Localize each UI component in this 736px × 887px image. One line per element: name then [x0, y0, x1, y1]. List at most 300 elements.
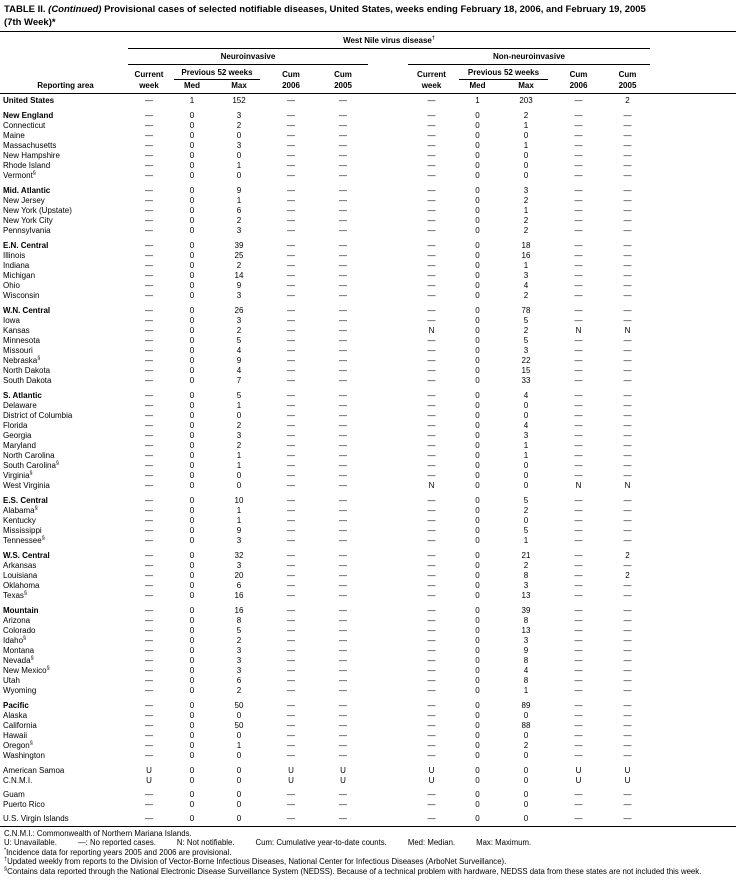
- cell-non-max: 1: [523, 121, 529, 130]
- cell-non-med: 0: [475, 346, 480, 355]
- cell-neuro-cum2006: —: [287, 271, 295, 280]
- cell-non-cum2005: —: [623, 306, 632, 315]
- cell-non-cum2006: —: [574, 606, 583, 615]
- table-row: [0, 376, 736, 386]
- cell-non-cum2005: —: [623, 161, 632, 170]
- cell-neuro-max: 3: [236, 226, 242, 235]
- cell-non-current-week: —: [427, 526, 436, 535]
- cell-non-current-week: U: [428, 776, 435, 785]
- table-row: [0, 776, 736, 786]
- row-area-label: Florida: [3, 421, 28, 430]
- cell-neuro-med: 0: [189, 766, 195, 775]
- cell-neuro-max: 50: [234, 701, 244, 710]
- cell-neuro-med: 0: [189, 346, 195, 355]
- table-row: [0, 441, 736, 451]
- cell-non-cum2006: N: [575, 326, 582, 335]
- cell-neuro-cum2005: —: [339, 196, 347, 205]
- cell-non-cum2005: —: [623, 346, 632, 355]
- cell-neuro-cum2005: —: [339, 741, 347, 750]
- cell-neuro-med: 0: [189, 701, 195, 710]
- cell-non-max: 13: [521, 591, 531, 600]
- cell-non-current-week: —: [427, 96, 436, 105]
- cell-neuro-med: 0: [189, 241, 195, 250]
- cell-neuro-med: 0: [189, 471, 195, 480]
- cell-neuro-cum2005: —: [339, 561, 347, 570]
- cell-non-cum2006: —: [574, 526, 583, 535]
- footnote-dagger: †Updated weekly from reports to the Division of Vector-Borne Infectious Diseases, National Center for Infectious Diseases (ArboNet Surveillance).: [4, 856, 507, 867]
- cell-non-cum2006: —: [574, 790, 583, 799]
- cell-neuro-current-week: —: [145, 506, 153, 515]
- cell-non-cum2005: —: [623, 281, 632, 290]
- cell-non-med: 0: [475, 411, 480, 420]
- cell-neuro-max: 0: [236, 151, 242, 160]
- subheader-row-1: [0, 68, 736, 80]
- row-area-label: Hawaii: [3, 731, 28, 740]
- cell-neuro-max: 16: [234, 606, 244, 615]
- cell-non-current-week: —: [427, 790, 436, 799]
- table-row: [0, 496, 736, 506]
- table-row: [0, 281, 736, 291]
- cell-non-cum2005: —: [623, 366, 632, 375]
- cell-non-cum2006: N: [575, 481, 582, 490]
- cell-neuro-cum2006: —: [287, 676, 295, 685]
- cell-non-max: 4: [523, 391, 529, 400]
- cell-neuro-current-week: —: [145, 401, 153, 410]
- cell-non-cum2006: —: [574, 686, 583, 695]
- table-row: [0, 401, 736, 411]
- table-row: [0, 516, 736, 526]
- cell-non-cum2006: —: [574, 701, 583, 710]
- cell-non-cum2006: —: [574, 506, 583, 515]
- cell-non-med: 0: [475, 591, 480, 600]
- cell-neuro-cum2005: —: [339, 316, 347, 325]
- cell-neuro-max: 1: [236, 741, 242, 750]
- table-row: [0, 391, 736, 401]
- cell-non-cum2005: —: [623, 401, 632, 410]
- cell-non-cum2006: —: [574, 441, 583, 450]
- cell-non-cum2006: —: [574, 561, 583, 570]
- cell-neuro-cum2005: —: [339, 626, 347, 635]
- row-area-label: Maine: [3, 131, 25, 140]
- cell-non-max: 5: [523, 526, 529, 535]
- cell-neuro-cum2006: —: [287, 606, 295, 615]
- cell-neuro-med: 0: [189, 111, 195, 120]
- cell-non-cum2006: —: [574, 356, 583, 365]
- table-row: [0, 571, 736, 581]
- row-area-label: Connecticut: [3, 121, 46, 130]
- cell-non-cum2006: U: [575, 766, 582, 775]
- cell-non-cum2006: —: [574, 151, 583, 160]
- cell-neuro-cum2005: —: [339, 591, 347, 600]
- cell-non-cum2006: —: [574, 206, 583, 215]
- cell-neuro-current-week: —: [145, 121, 153, 130]
- cell-non-cum2006: —: [574, 516, 583, 525]
- cell-neuro-current-week: —: [145, 281, 153, 290]
- row-area-label: Nevada§: [3, 655, 34, 665]
- cell-non-med: 0: [475, 141, 480, 150]
- cell-non-cum2005: —: [623, 626, 632, 635]
- cell-neuro-max: 32: [234, 551, 244, 560]
- cell-neuro-cum2006: —: [287, 686, 295, 695]
- cell-neuro-cum2005: —: [339, 336, 347, 345]
- cell-non-med: 0: [475, 196, 480, 205]
- row-area-label: Wyoming: [3, 686, 37, 695]
- cell-neuro-current-week: —: [145, 551, 153, 560]
- cell-non-cum2005: —: [623, 441, 632, 450]
- cell-neuro-current-week: —: [145, 481, 153, 490]
- cell-neuro-max: 2: [236, 421, 242, 430]
- cell-non-cum2006: —: [574, 186, 583, 195]
- row-area-label: American Samoa: [3, 766, 65, 775]
- cell-non-max: 3: [523, 581, 529, 590]
- cell-non-current-week: —: [427, 441, 436, 450]
- subheader-row-2: Reporting area week Med Max 2006 2005 week Med Max 2006 2005: [0, 81, 736, 91]
- cell-neuro-med: 0: [189, 171, 195, 180]
- cell-neuro-max: 0: [236, 776, 242, 785]
- row-area-label: New York City: [3, 216, 53, 225]
- cell-neuro-max: 8: [236, 616, 242, 625]
- cell-non-max: 0: [523, 131, 529, 140]
- cell-neuro-cum2005: —: [339, 346, 347, 355]
- cell-neuro-med: 0: [189, 676, 195, 685]
- row-area-label: New Jersey: [3, 196, 45, 205]
- cell-non-cum2005: —: [623, 336, 632, 345]
- cell-neuro-cum2006: —: [287, 346, 295, 355]
- cell-non-med: 0: [475, 561, 480, 570]
- cell-non-cum2005: —: [623, 431, 632, 440]
- cell-neuro-current-week: —: [145, 171, 153, 180]
- table-row: [0, 581, 736, 591]
- cell-neuro-max: 2: [236, 261, 242, 270]
- cell-neuro-cum2006: —: [287, 516, 295, 525]
- table-row: [0, 196, 736, 206]
- cell-non-med: 0: [475, 676, 480, 685]
- cell-neuro-max: 4: [236, 366, 242, 375]
- table-row: [0, 536, 736, 546]
- cell-non-med: 0: [475, 571, 480, 580]
- cell-neuro-med: 0: [189, 226, 195, 235]
- cell-neuro-cum2005: —: [339, 686, 347, 695]
- table-row: [0, 411, 736, 421]
- cell-non-current-week: —: [427, 141, 436, 150]
- cell-neuro-current-week: —: [145, 356, 153, 365]
- row-area-label: Mid. Atlantic: [3, 186, 51, 195]
- cell-neuro-med: 0: [189, 711, 195, 720]
- cell-non-cum2005: —: [623, 141, 632, 150]
- cell-non-max: 3: [523, 271, 529, 280]
- cell-neuro-max: 1: [236, 451, 242, 460]
- cell-non-cum2005: —: [623, 800, 632, 809]
- row-area-label: Georgia: [3, 431, 32, 440]
- cell-neuro-cum2005: —: [339, 141, 347, 150]
- cell-neuro-cum2005: —: [339, 391, 347, 400]
- cell-non-med: 0: [475, 306, 480, 315]
- cell-neuro-cum2006: —: [287, 411, 295, 420]
- cell-non-cum2005: —: [623, 751, 632, 760]
- cell-neuro-cum2005: —: [339, 471, 347, 480]
- cell-neuro-max: 6: [236, 206, 242, 215]
- cell-non-med: 0: [475, 701, 480, 710]
- table-title: [0, 0, 736, 29]
- cell-neuro-max: 10: [234, 496, 244, 505]
- cell-neuro-current-week: —: [145, 326, 153, 335]
- cell-non-med: 0: [475, 646, 480, 655]
- cell-neuro-cum2006: —: [287, 261, 295, 270]
- cell-neuro-current-week: —: [145, 571, 153, 580]
- cell-non-med: 0: [475, 161, 480, 170]
- cell-non-med: 0: [475, 790, 480, 799]
- row-area-label: Mississippi: [3, 526, 42, 535]
- cell-neuro-med: 0: [189, 626, 195, 635]
- cell-non-current-week: —: [427, 536, 436, 545]
- cell-non-med: 0: [475, 686, 480, 695]
- cell-non-med: 0: [475, 391, 480, 400]
- cell-non-max: 1: [523, 686, 529, 695]
- row-area-label: W.S. Central: [3, 551, 50, 560]
- cell-neuro-cum2005: —: [339, 496, 347, 505]
- cell-non-max: 39: [521, 606, 531, 615]
- cell-non-cum2005: —: [623, 196, 632, 205]
- row-area-label: North Dakota: [3, 366, 51, 375]
- cell-non-med: 0: [475, 741, 480, 750]
- cell-non-current-week: —: [427, 686, 436, 695]
- cell-neuro-max: 1: [236, 506, 242, 515]
- cell-non-cum2006: —: [574, 336, 583, 345]
- cell-neuro-current-week: —: [145, 711, 153, 720]
- cell-neuro-max: 9: [236, 186, 242, 195]
- cell-non-cum2006: —: [574, 241, 583, 250]
- cell-neuro-current-week: —: [145, 271, 153, 280]
- cell-neuro-current-week: —: [145, 646, 153, 655]
- row-area-label: Vermont§: [3, 170, 36, 180]
- cell-neuro-med: 0: [189, 814, 195, 823]
- cell-neuro-cum2006: U: [288, 776, 294, 785]
- table-row: [0, 216, 736, 226]
- cell-neuro-cum2005: —: [339, 581, 347, 590]
- cell-neuro-max: 0: [236, 171, 242, 180]
- cell-non-med: 0: [475, 656, 480, 665]
- cell-non-max: 89: [521, 701, 531, 710]
- cell-neuro-med: 0: [189, 421, 195, 430]
- cell-non-current-week: —: [427, 814, 436, 823]
- cell-non-cum2005: N: [624, 326, 631, 335]
- cell-neuro-current-week: —: [145, 526, 153, 535]
- cell-neuro-med: 0: [189, 336, 195, 345]
- cell-non-cum2005: 2: [625, 551, 630, 560]
- table-row: [0, 171, 736, 181]
- row-area-label: Virginia§: [3, 470, 33, 480]
- cell-neuro-current-week: —: [145, 316, 153, 325]
- cell-neuro-cum2005: —: [339, 666, 347, 675]
- cell-non-current-week: —: [427, 161, 436, 170]
- cell-non-current-week: —: [427, 401, 436, 410]
- cell-neuro-cum2005: —: [339, 411, 347, 420]
- cell-non-med: 0: [475, 111, 480, 120]
- cell-neuro-cum2005: —: [339, 751, 347, 760]
- cell-neuro-cum2006: —: [287, 306, 295, 315]
- cell-neuro-cum2006: —: [287, 536, 295, 545]
- table-row: [0, 356, 736, 366]
- cell-neuro-cum2006: —: [287, 366, 295, 375]
- cell-non-max: 0: [523, 731, 529, 740]
- cell-neuro-cum2005: —: [339, 721, 347, 730]
- cell-neuro-current-week: —: [145, 626, 153, 635]
- col-cum2005-neuro: Cum: [334, 70, 352, 79]
- footnote-definitions: U: Unavailable. —: No reported cases. N: Not notifiable. Cum: Cumulative year-to-date counts. Med: Median. Max: Maximum.: [4, 838, 532, 848]
- cell-neuro-cum2006: —: [287, 336, 295, 345]
- cell-neuro-med: 0: [189, 496, 195, 505]
- cell-neuro-med: 0: [189, 731, 195, 740]
- cell-neuro-cum2006: —: [287, 800, 295, 809]
- cell-non-med: 0: [475, 431, 480, 440]
- cell-neuro-cum2005: —: [339, 536, 347, 545]
- cell-neuro-max: 0: [236, 411, 242, 420]
- cell-neuro-current-week: —: [145, 496, 153, 505]
- row-area-label: Arkansas: [3, 561, 37, 570]
- cell-non-cum2006: —: [574, 131, 583, 140]
- cell-non-max: 3: [523, 636, 529, 645]
- cell-non-current-week: —: [427, 431, 436, 440]
- cell-non-max: 2: [523, 326, 529, 335]
- cell-neuro-max: 0: [236, 131, 242, 140]
- cell-neuro-med: 0: [189, 581, 195, 590]
- cell-neuro-current-week: —: [145, 391, 153, 400]
- cell-neuro-med: 0: [189, 591, 195, 600]
- cell-non-med: 0: [475, 776, 480, 785]
- cell-neuro-cum2005: —: [339, 701, 347, 710]
- cell-non-med: 0: [475, 171, 480, 180]
- cell-non-max: 2: [523, 216, 529, 225]
- cell-non-cum2006: —: [574, 226, 583, 235]
- cell-non-current-week: —: [427, 336, 436, 345]
- cell-neuro-cum2006: —: [287, 591, 295, 600]
- cell-non-max: 88: [521, 721, 531, 730]
- cell-non-cum2005: —: [623, 561, 632, 570]
- cell-non-cum2006: —: [574, 111, 583, 120]
- row-area-label: North Carolina: [3, 451, 55, 460]
- cell-non-max: 2: [523, 196, 529, 205]
- cell-neuro-current-week: —: [145, 141, 153, 150]
- cell-neuro-current-week: —: [145, 196, 153, 205]
- cell-neuro-cum2005: —: [339, 216, 347, 225]
- cell-neuro-max: 1: [236, 401, 242, 410]
- cell-non-max: 0: [523, 790, 529, 799]
- cell-neuro-current-week: —: [145, 800, 153, 809]
- cell-non-cum2005: —: [623, 471, 632, 480]
- cell-neuro-cum2005: —: [339, 441, 347, 450]
- cell-neuro-med: 0: [189, 441, 195, 450]
- table-row: [0, 421, 736, 431]
- cell-non-current-week: —: [427, 666, 436, 675]
- cell-non-cum2005: —: [623, 171, 632, 180]
- cell-non-cum2005: —: [623, 721, 632, 730]
- cell-neuro-cum2006: —: [287, 731, 295, 740]
- cell-neuro-cum2005: —: [339, 291, 347, 300]
- cell-non-max: 33: [521, 376, 531, 385]
- cell-neuro-max: 3: [236, 536, 242, 545]
- cell-neuro-current-week: —: [145, 336, 153, 345]
- cell-non-cum2006: —: [574, 471, 583, 480]
- cell-neuro-med: 0: [189, 206, 195, 215]
- cell-neuro-med: 0: [189, 751, 195, 760]
- row-area-label: New Mexico§: [3, 665, 50, 675]
- cell-neuro-cum2005: —: [339, 111, 347, 120]
- cell-non-cum2005: —: [623, 111, 632, 120]
- cell-neuro-max: 0: [236, 711, 242, 720]
- cell-neuro-cum2006: —: [287, 251, 295, 260]
- table-row: [0, 161, 736, 171]
- cell-neuro-max: 6: [236, 581, 242, 590]
- cell-neuro-med: 0: [189, 506, 195, 515]
- cell-non-cum2006: —: [574, 271, 583, 280]
- cell-non-max: 2: [523, 291, 529, 300]
- row-area-label: Nebraska§: [3, 355, 41, 365]
- row-area-label: Oregon§: [3, 740, 33, 750]
- cell-non-max: 18: [521, 241, 531, 250]
- cell-neuro-current-week: —: [145, 306, 153, 315]
- cell-neuro-cum2006: —: [287, 626, 295, 635]
- cell-non-current-week: —: [427, 111, 436, 120]
- cell-non-med: 0: [475, 291, 480, 300]
- cell-neuro-max: 3: [236, 666, 242, 675]
- cell-neuro-cum2006: —: [287, 196, 295, 205]
- cell-neuro-med: 0: [189, 431, 195, 440]
- cell-non-med: 1: [475, 96, 480, 105]
- cell-neuro-max: 3: [236, 316, 242, 325]
- cell-non-max: 0: [523, 151, 529, 160]
- cell-non-cum2006: —: [574, 616, 583, 625]
- cell-neuro-med: 0: [189, 461, 195, 470]
- cell-neuro-current-week: —: [145, 151, 153, 160]
- row-area-label: Iowa: [3, 316, 20, 325]
- row-area-label: California: [3, 721, 37, 730]
- row-area-label: Kentucky: [3, 516, 36, 525]
- table-row: [0, 676, 736, 686]
- table-title-line1: [4, 4, 732, 17]
- cell-neuro-cum2005: —: [339, 421, 347, 430]
- cell-non-current-week: —: [427, 196, 436, 205]
- cell-non-cum2005: —: [623, 131, 632, 140]
- cell-non-max: 1: [523, 206, 529, 215]
- cell-non-max: 2: [523, 561, 529, 570]
- cell-neuro-current-week: —: [145, 591, 153, 600]
- cell-non-current-week: —: [427, 251, 436, 260]
- cell-neuro-max: 50: [234, 721, 244, 730]
- cell-non-cum2006: —: [574, 721, 583, 730]
- cell-neuro-cum2006: —: [287, 701, 295, 710]
- cell-neuro-med: 0: [189, 526, 195, 535]
- cell-neuro-max: 0: [236, 481, 242, 490]
- table-row: [0, 151, 736, 161]
- cell-neuro-cum2005: —: [339, 356, 347, 365]
- table-row: [0, 471, 736, 481]
- cell-neuro-max: 0: [236, 471, 242, 480]
- cell-non-cum2006: —: [574, 646, 583, 655]
- cell-non-cum2005: —: [623, 186, 632, 195]
- cell-neuro-cum2005: —: [339, 790, 347, 799]
- cell-neuro-current-week: —: [145, 721, 153, 730]
- cell-neuro-cum2006: —: [287, 281, 295, 290]
- cell-neuro-med: 0: [189, 741, 195, 750]
- cell-neuro-med: 0: [189, 800, 195, 809]
- cell-non-max: 13: [521, 626, 531, 635]
- cell-non-cum2005: —: [623, 790, 632, 799]
- cell-non-cum2005: —: [623, 271, 632, 280]
- cell-neuro-med: 0: [189, 151, 195, 160]
- cell-non-cum2005: —: [623, 646, 632, 655]
- cell-neuro-cum2006: —: [287, 666, 295, 675]
- cell-non-med: 0: [475, 496, 480, 505]
